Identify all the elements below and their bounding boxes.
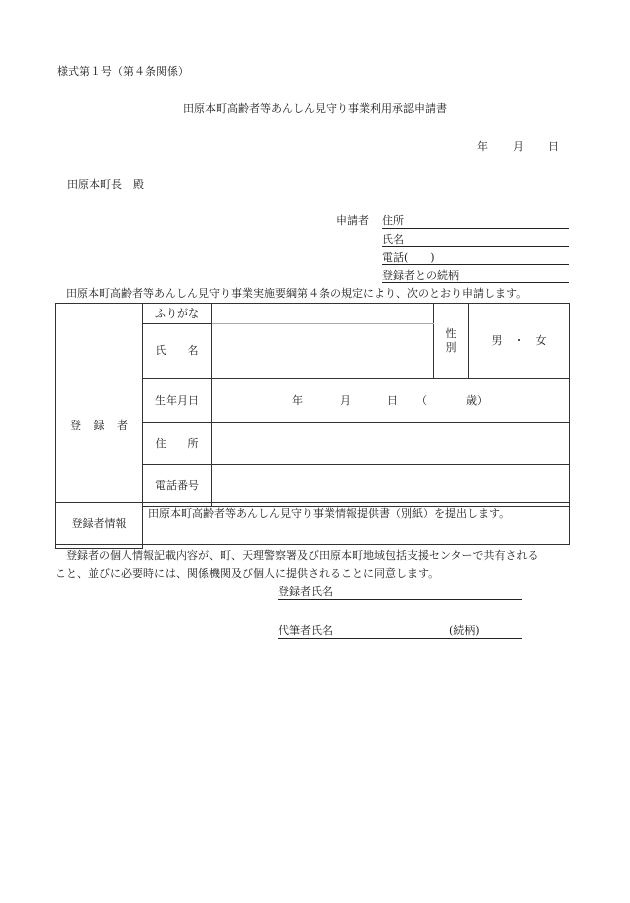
dob-field[interactable] [212, 379, 570, 423]
intro-text: 田原本町高齢者等あんしん見守り事業実施要綱第４条の規定により、次のとおり申請します。 [66, 287, 528, 300]
registrant-section-label: 登 録 者 [56, 304, 143, 549]
phone-field[interactable] [212, 465, 570, 507]
applicant-phone-line[interactable] [382, 264, 569, 265]
applicant-name-line[interactable] [382, 246, 569, 247]
proxy-signature-label: 代筆者氏名 [278, 624, 333, 637]
proxy-relation-label: (続柄) [449, 624, 480, 637]
gender-options[interactable]: 男 ・ 女 [469, 304, 570, 379]
furigana-field[interactable] [212, 304, 434, 324]
date-month-label: 月 [513, 140, 524, 153]
dob-label: 生年月日 [143, 379, 212, 423]
date-year-label: 年 [477, 140, 488, 153]
applicant-relation-label: 登録者との続柄 [382, 269, 459, 282]
phone-label: 電話番号 [143, 465, 212, 507]
document-title: 田原本町高齢者等あんしん見守り事業利用承認申請書 [183, 102, 447, 115]
gender-label: 性 別 [434, 304, 469, 379]
consent-line-2: こと、並びに必要時には、関係機関及び個人に提供されることに同意します。 [55, 567, 440, 580]
dob-age: 歳） [466, 393, 488, 407]
registrant-info-table [55, 502, 570, 545]
dob-day: 日 [387, 393, 398, 407]
dob-month: 月 [340, 393, 351, 407]
address-label: 住 所 [143, 423, 212, 465]
form-number: 様式第１号（第４条関係） [57, 65, 189, 78]
addressee: 田原本町長 殿 [67, 178, 144, 191]
consent-line-1: 登録者の個人情報記載内容が、町、天理警察署及び田原本町地域包括支援センターで共有される [66, 549, 539, 562]
address-field[interactable] [212, 423, 570, 465]
applicant-label: 申請者 [336, 214, 369, 227]
applicant-address-line[interactable] [382, 228, 569, 229]
date-day-label: 日 [548, 140, 559, 153]
applicant-name-label: 氏名 [382, 233, 404, 246]
name-field[interactable] [212, 324, 434, 379]
registrant-signature-line[interactable] [278, 599, 522, 600]
proxy-signature-line[interactable] [278, 638, 522, 639]
registrant-signature-label: 登録者氏名 [278, 585, 333, 598]
applicant-phone-label: 電話( ) [382, 251, 435, 264]
dob-paren-open: （ [416, 393, 427, 407]
furigana-label: ふりがな [143, 304, 212, 324]
applicant-relation-line[interactable] [382, 282, 569, 283]
name-label: 氏 名 [143, 324, 212, 379]
registrant-info-text: 田原本町高齢者等あんしん見守り事業情報提供書（別紙）を提出します。 [143, 503, 570, 545]
applicant-address-label: 住所 [382, 214, 404, 227]
registrant-info-label: 登録者情報 [56, 503, 143, 545]
dob-year: 年 [292, 393, 303, 407]
